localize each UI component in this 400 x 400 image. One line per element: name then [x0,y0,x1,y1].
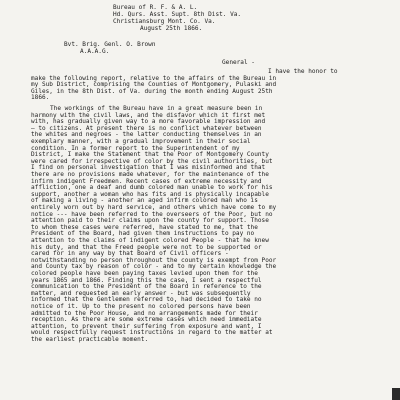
body-line: make the following report, relative to the affairs of the Bureau in [31,74,277,82]
body-line: attention paid to their claims upon the county for support. Those [31,217,269,225]
body-line: the earliest practicable moment. [31,336,149,343]
body-line: 1866. [31,94,50,102]
body-line: attention to the claims of indigent colored People - that he knew [31,237,269,244]
body-line: my Sub District, comprising the Counties of Montgomery, Pulaski and [31,81,277,89]
body-line: were cared for irrespective of color by the civil authorities, but [31,157,273,165]
body-line: I find on personal investigation that I was misinformed and that [31,164,266,172]
body-line: informed that the Gentlemen referred to, had decided to take no [31,296,262,304]
body-line: would respectfully request instructions in regard to the matter at [31,329,273,337]
body-line: communication to the President of the Board in reference to the [31,283,262,291]
body-line: matter, and requested an early answer - but was subsequently [31,289,251,297]
header-date: August 25th 1866. [140,25,203,32]
body-line: attention, to prevent their suffering from exposure and want, I [31,322,262,330]
body-line: infirm indigent Freedmen. Recent cases of extreme necessity and [31,177,262,185]
body-line: notice --- have been referred to the overseers of the Poor, but no [31,210,273,218]
addressee-name: Bvt. Brig. Genl. O. Brown [64,41,156,48]
addressee-title: A.A.A.G. [80,48,110,55]
body-line: support, another a woman who has fits and is physically incapable [31,190,269,198]
header-bureau: Bureau of R. F. & A. L. [113,4,198,11]
body-line: his duty, and that the Freed people were not to be supported or [31,243,262,251]
body-line: notice of it. Up to the present no colored persons have been [31,303,251,310]
body-line: reception. As there are some extreme cases which need immediate [31,316,262,324]
body-line: President of the Board, had given them instructions to pay no [31,230,255,238]
body-line: of making a living - another an aged infirm colored man who is [31,197,258,205]
salutation: General - [222,59,255,66]
header-location: Christiansburg Mont. Co. Va. [113,18,216,25]
body-line: admitted to the Poor House, and no arrangements made for their [31,309,258,317]
body-line: The workings of the Bureau have in a great measure been in [50,105,263,112]
body-line: cared for in any way by that Board of Civil officers - [31,250,229,258]
body-line: and County tax by reason of color - and to my certain knowledge the [31,263,277,271]
scan-edge [392,388,400,400]
body-line: entirely worn out by hard service, and others which have come to my [31,204,277,211]
body-line: colored people have been paying taxes levied upon them for the [31,270,258,277]
body-line: harmony with the civil laws, and the disfavor which it first met [31,111,266,119]
body-line: — to citizens. At present there is no conflict whatever between [31,124,262,132]
body-line: the whites and negroes - the latter conducting themselves in an [31,131,262,139]
body-line: exemplary manner, with a gradual improvement in their social [31,138,251,145]
body-line: affliction, one a deaf and dumb colored man unable to work for his [31,184,273,192]
body-line: there are no provisions made whatever, for the maintenance of the [31,171,269,178]
body-line: with, has gradually given way to a more favorable impression and [31,118,266,126]
body-line: to whom these cases were referred, have stated to me, that the [31,223,258,231]
body-line: I have the honor to [268,68,338,75]
body-line: years 1865 and 1866. Finding this the case, I sent a respectful [31,276,262,284]
header-headquarters: Hd. Qurs. Asst. Supt. 8th Dist. Va. [113,11,242,18]
body-line: Giles, in the 8th Dist. of Va. during the month ending August 25th [31,87,273,95]
body-line: District, I make the Statement that the Poor of Montgomery County [31,151,269,159]
body-line: condition. In a former report to the Superintendent of my [31,144,240,152]
body-line: notwithstanding no person throughout the county is exempt from Poor [31,256,277,264]
